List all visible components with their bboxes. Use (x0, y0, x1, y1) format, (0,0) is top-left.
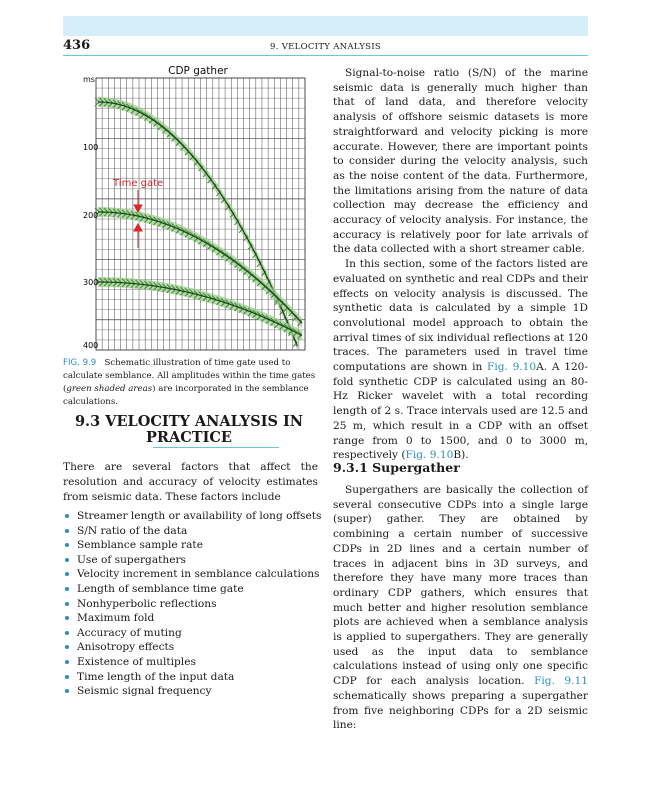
header-bar (63, 16, 588, 36)
figure-title: CDP gather (168, 65, 228, 77)
list-item: Accuracy of muting (63, 626, 323, 641)
figure-label: FIG. 9.9 (63, 358, 97, 368)
list-item: Seismic signal frequency (63, 684, 323, 699)
y-tick-100: 100 (83, 143, 99, 152)
list-item: Velocity increment in semblance calculations (63, 567, 323, 582)
cdp-gather-figure (63, 62, 315, 352)
y-tick-400: 400 (83, 341, 99, 350)
list-item: Semblance sample rate (63, 538, 323, 553)
list-item: Existence of multiples (63, 655, 323, 670)
time-gate-shade (98, 97, 298, 351)
fig-link-9-11[interactable]: Fig. 9.11 (534, 675, 588, 688)
running-head: 9. VELOCITY ANALYSIS (270, 42, 382, 52)
list-item: Time length of the input data (63, 670, 323, 685)
figure-caption (63, 357, 318, 409)
header-rule (63, 55, 588, 56)
paragraph-sn-ratio: Signal-to-noise ratio (S/N) of the marine seismic data is generally much higher than that of land data, and therefore velocity analysis of offshore seismic datasets is more straightforward and velocity picking is more accurate. However, there are important points to consider during the velocity analysis, such as the noise content of the data. Furthermore, the limitations arising from the nature of data collection may decrease the efficiency and accuracy of velocity analysis. For instance, the accuracy is relatively poor for late arrivals of the data collected with a short streamer cable. (333, 67, 588, 256)
section-intro: There are several factors that affect the resolution and accuracy of velocity estimates from seismic data. These factors include (63, 461, 318, 503)
section-rule (153, 447, 279, 448)
list-item: Use of supergathers (63, 553, 323, 568)
reflection-events (95, 97, 302, 351)
factor-list (63, 509, 323, 699)
right-column-text (333, 66, 588, 463)
y-tick-300: 300 (83, 278, 99, 287)
caption-text-before: Schematic illustration of time gate used to calculate semblance. All amplitudes within the time gates ( (63, 358, 316, 394)
reflection-curve (98, 212, 302, 323)
paragraph-section-overview: In this section, some of the factors listed are evaluated on synthetic and real CDPs and their effects on velocity analysis is discussed. The synthetic data is calculated by a simple 1D convolutional model approach to obtain the arrival times of six individual reflections at 120 traces. The parameters used in travel time computations are shown in Fig. 9.10A. A 120-fold synthetic CDP is calculated using an 80-Hz Ricker wavelet with a total recording length of 2 s. Trace intervals used are 12.5 and 25 m, which result in a CDP with an offset range from 0 to 1500, and 0 to 3000 m, respectively (Fig. 9.10B). (333, 258, 589, 462)
fig-link-9-10b[interactable]: Fig. 9.10 (405, 449, 454, 462)
list-item: Maximum fold (63, 611, 323, 626)
list-item: Nonhyperbolic reflections (63, 597, 323, 612)
page-number: 436 (63, 38, 91, 53)
list-item: Length of semblance time gate (63, 582, 323, 597)
subsection-heading: 9.3.1 Supergather (333, 460, 460, 475)
paragraph-supergather: Supergathers are basically the collection of several consecutive CDPs into a single large (super) gather. They are obtained by combining a certain number of successive CDPs in 2D lines and a certain number of traces in adjacent bins in 3D surveys, and therefore they have many more traces than ordinary CDP gathers, which ensures that much better and higher resolution semblance plots are achieved when a semblance analysis is applied to supergathers. They are generally used as the input data to semblance calculations instead of using only one specific CDP for each analysis location. Fig. 9.11 schematically shows preparing a supergather from five neighboring CDPs for a 2D seismic line: (333, 484, 588, 732)
caption-italic: green shaded areas (66, 384, 153, 394)
caption-text-after: ) are incorporated in the semblance calculations. (63, 384, 309, 407)
fig-link-9-10a[interactable]: Fig. 9.10 (486, 361, 537, 374)
supergather-text (333, 483, 588, 733)
y-tick-200: 200 (83, 211, 99, 220)
list-item: Anisotropy effects (63, 640, 323, 655)
list-item: S/N ratio of the data (63, 524, 323, 539)
list-item: Streamer length or availability of long offsets (63, 509, 323, 524)
time-gate-shade (98, 207, 302, 328)
y-unit-label: ms (83, 75, 95, 84)
section-heading: 9.3 VELOCITY ANALYSIS IN PRACTICE (74, 413, 304, 446)
time-gate-label: Time gate (113, 178, 164, 189)
